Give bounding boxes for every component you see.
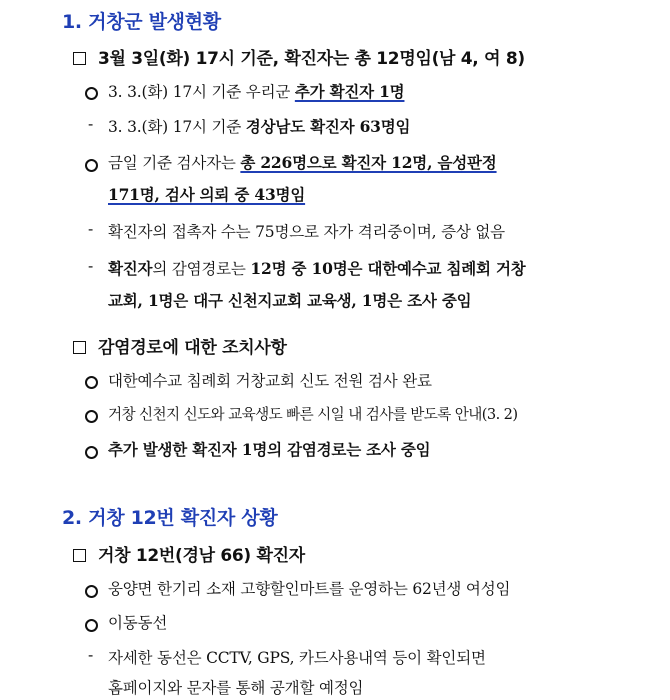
s1-item8: 추가 발생한 확진자 1명의 감염경로는 조사 중임 <box>108 440 431 459</box>
s1-item5-b: 의 감염경로는 <box>152 260 251 278</box>
checkbox-square-icon <box>73 549 86 562</box>
s1-item1-emphasis: 추가 확진자 1명 <box>294 82 405 101</box>
s1-item2-text: 3. 3.(화) 17시 기준 <box>108 118 246 136</box>
s1-item2-emphasis: 경상남도 확진자 63명임 <box>245 117 411 136</box>
s1-item3-emphasis-2: 171명, 검사 의뢰 중 43명임 <box>108 185 306 204</box>
section1-title: 1. 거창군 발생현황 <box>62 11 221 33</box>
hollow-circle-bullet-icon <box>85 619 98 632</box>
s1-item6: 대한예수교 침례회 거창교회 신도 전원 검사 완료 <box>108 372 432 390</box>
s1-item5-a: 확진자 <box>108 259 153 278</box>
s2-item3: 자세한 동선은 CCTV, GPS, 카드사용내역 등이 확인되면 <box>108 649 486 667</box>
box1-text: 3월 3일(화) 17시 기준, 확진자는 총 12명임(남 4, 여 8) <box>98 49 525 69</box>
s1-item1 <box>108 80 404 102</box>
section1-box-heading-2 <box>73 333 287 358</box>
s1-item3-line2 <box>108 183 305 205</box>
dash-bullet: - <box>88 646 94 664</box>
section2-box-heading-1 <box>73 541 305 566</box>
checkbox-square-icon <box>73 52 86 65</box>
hollow-circle-bullet-icon <box>85 410 98 423</box>
s1-item3-emphasis-1: 총 226명으로 확진자 12명, 음성판정 <box>240 153 497 172</box>
s1-item3-text: 금일 기준 검사자는 <box>108 154 241 172</box>
s1-item4: 확진자의 접촉자 수는 75명으로 자가 격리중이며, 증상 없음 <box>108 223 505 241</box>
s2-item1: 웅양면 한기리 소재 고향할인마트를 운영하는 62년생 여성임 <box>108 580 511 598</box>
s1-item5-line2: 교회, 1명은 대구 신천지교회 교육생, 1명은 조사 중임 <box>108 291 472 310</box>
hollow-circle-bullet-icon <box>85 585 98 598</box>
s1-item3 <box>108 151 497 173</box>
hollow-circle-bullet-icon <box>85 446 98 459</box>
s1-item7: 거창 신천지 신도와 교육생도 빠른 시일 내 검사를 받도록 안내(3. 2) <box>108 406 518 423</box>
section1-box-heading-1 <box>73 44 525 69</box>
section2-title: 2. 거창 12번 확진자 상황 <box>62 507 278 529</box>
s2-box1-text: 거창 12번(경남 66) 확진자 <box>98 546 305 566</box>
s1-item1-text: 3. 3.(화) 17시 기준 우리군 <box>108 83 295 101</box>
dash-bullet: - <box>88 115 94 133</box>
dash-bullet: - <box>88 257 94 275</box>
hollow-circle-bullet-icon <box>85 159 98 172</box>
s1-item5-c: 12명 중 10명은 대한예수교 침례회 거창 <box>250 259 526 278</box>
s1-item5 <box>108 257 526 279</box>
hollow-circle-bullet-icon <box>85 87 98 100</box>
hollow-circle-bullet-icon <box>85 376 98 389</box>
s2-item2: 이동동선 <box>108 614 168 632</box>
dash-bullet: - <box>88 220 94 238</box>
box2-text: 감염경로에 대한 조치사항 <box>98 338 287 358</box>
s2-item3-line2: 홈페이지와 문자를 통해 공개할 예정임 <box>108 679 364 697</box>
checkbox-square-icon <box>73 341 86 354</box>
s1-item2 <box>108 115 410 137</box>
